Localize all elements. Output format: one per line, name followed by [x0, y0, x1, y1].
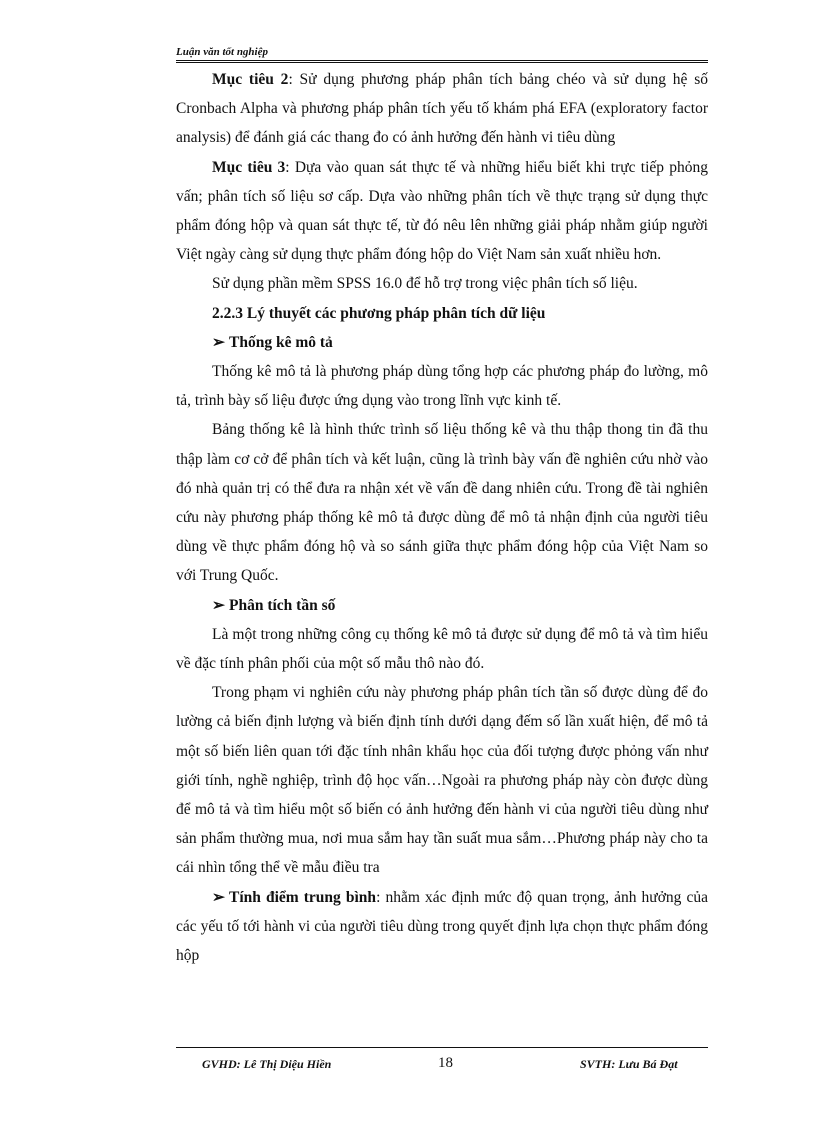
mean-score-text: : nhằm xác định mức độ quan trọng, ảnh hưởng của các yếu tố tới hành vi của người tiêu dùng trong quyết định lựa chọn thực phẩm đóng hộp [176, 888, 708, 965]
spss-paragraph: Sử dụng phần mềm SPSS 16.0 để hỗ trợ trong việc phân tích số liệu. [212, 275, 638, 293]
page-number: 18 [438, 1055, 453, 1071]
objective-2-label: Mục tiêu 2 [212, 71, 289, 88]
objective-2-paragraph [176, 65, 708, 153]
bullet-arrow-icon: ➢ [212, 596, 225, 614]
subheading-descriptive-stats [176, 328, 708, 357]
mean-score-paragraph [176, 883, 708, 971]
objective-3-text: : Dựa vào quan sát thực tế và những hiểu biết khi trực tiếp phỏng vấn; phân tích số liệu sơ cấp. Dựa vào những phân tích về thực trạng sử dụng thực phẩm đóng hộp và quan sát thực tế, từ đó nêu lên những giải pháp nhằm giúp người Việt ngày càng sử dụng thực phẩm đóng hộp do Việt Nam sản xuất nhiều hơn. [176, 158, 708, 264]
subheading-frequency-analysis-label: Phân tích tần số [229, 596, 336, 614]
objective-2-text: : Sử dụng phương pháp phân tích bảng chéo và sử dụng hệ số Cronbach Alpha và phương pháp phân tích yếu tố khám phá EFA (exploratory factor analysis) để đánh giá các thang đo có ảnh hưởng đến hành vi tiêu dùng [176, 71, 708, 147]
bullet-arrow-icon: ➢ [212, 333, 225, 351]
header-rule [176, 60, 708, 63]
document-body [176, 65, 708, 970]
frequency-scope-paragraph: Trong phạm vi nghiên cứu này phương pháp phân tích tần số được dùng để đo lường cả biến định lượng và biến định tính dưới dạng đếm số lần xuất hiện, để mô tả một số biến liên quan tới đặc tính nhân khẩu học của đối tượng được phỏng vấn như giới tính, nghề nghiệp, trình độ học vấn…Ngoài ra phương pháp này còn được dùng để mô tả và tìm hiểu một số biến có ảnh hưởng đến hành vi của người tiêu dùng như sản phẩm thường mua, nơi mua sắm hay tần suất mua sắm…Phương pháp này cho ta cái nhìn tổng thể về mẫu điều tra [176, 684, 708, 877]
page-header [176, 46, 708, 63]
mean-score-label: Tính điểm trung bình [229, 888, 377, 906]
subheading-descriptive-stats-label: Thống kê mô tả [229, 333, 333, 351]
header-title: Luận văn tốt nghiệp [176, 46, 268, 58]
footer-rule [176, 1047, 708, 1048]
section-heading: 2.2.3 Lý thuyết các phương pháp phân tích dữ liệu [212, 304, 546, 322]
page-footer [176, 1047, 708, 1078]
objective-3-paragraph [176, 153, 708, 270]
frequency-definition-paragraph: Là một trong những công cụ thống kê mô tả được sử dụng để mô tả và tìm hiểu về đặc tính phân phối của một số mẫu thô nào đó. [176, 625, 708, 673]
bullet-arrow-icon: ➢ [212, 888, 225, 906]
objective-3-label: Mục tiêu 3 [212, 158, 286, 176]
subheading-frequency-analysis [176, 591, 708, 620]
footer-student: SVTH: Lưu Bá Đạt [580, 1057, 678, 1071]
stats-table-paragraph: Bảng thống kê là hình thức trình số liệu thống kê và thu thập thong tin đã thu thập làm cơ cở để phân tích và kết luận, cũng là trình bày vấn đề nghiên cứu nhờ vào đó nhà quản trị có thể đưa ra nhận xét về vấn đề dang nhiên cứu. Trong đề tài nghiên cứu này phương pháp thống kê mô tả được dùng để mô tả nhận định của người tiêu dùng về thực phẩm đóng hộ và so sánh giữa thực phẩm đóng hộp của Việt Nam so với Trung Quốc. [176, 421, 708, 585]
footer-advisor: GVHD: Lê Thị Diệu Hiền [202, 1057, 332, 1071]
descriptive-stats-paragraph: Thống kê mô tả là phương pháp dùng tổng hợp các phương pháp đo lường, mô tả, trình bày số liệu được ứng dụng vào trong lĩnh vực kinh tế. [176, 363, 708, 410]
